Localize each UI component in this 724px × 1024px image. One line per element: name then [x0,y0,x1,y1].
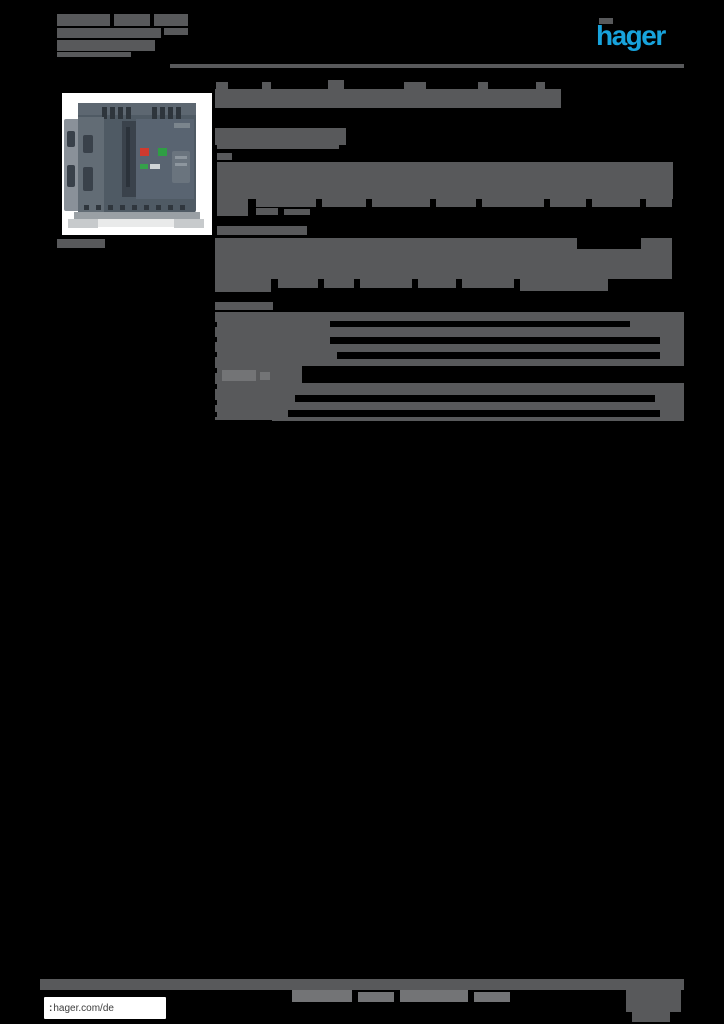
green-indicator [140,164,148,169]
section2-dash-4 [418,279,456,288]
section1-dash-4 [436,199,476,207]
label-column-notch [215,412,217,417]
section1-mini-label [217,153,232,160]
section1-heading-bar [217,142,339,149]
section2-dash-5 [462,279,514,288]
footer-right-block-tail [632,1012,670,1022]
section2-dash-6 [520,279,608,291]
section2-dash-1 [278,279,318,288]
section2-dash-2 [324,279,354,288]
section3-row-gap-4-wide [302,366,684,383]
label-column-notch [215,400,217,405]
hager-logo: hager [596,20,665,51]
section2-body-block [215,249,672,279]
product-image-circuit-breaker [62,93,212,235]
label-column-notch [215,337,217,342]
header-subtitle-line-2 [57,52,131,57]
section1-dash-2 [322,199,366,207]
section2-left-tail [215,279,271,292]
footer-divider-bar [40,979,684,990]
photo-caption-bar [57,239,105,248]
section2-dash-3 [360,279,412,288]
green-on-button [158,148,167,156]
footer-right-block [626,979,681,1012]
footer-text-blob-3 [400,990,468,1002]
header-subtitle-line [57,40,155,51]
section3-row-gap-6 [288,410,660,417]
header-title-line-1c [154,14,188,26]
footer-text-blob-1 [292,990,352,1002]
section3-row-gap-3 [337,352,660,359]
footer-text-blob-4 [474,992,510,1002]
left-face-slot-2 [83,167,93,191]
label-column-notch [215,352,217,357]
device-base-rail [74,212,200,219]
device-left-face [78,117,104,213]
red-off-button [140,148,149,156]
section2-top-strip-right [641,238,672,249]
footer-text-blob-2 [358,992,394,1002]
header-title-line-1a [57,14,110,26]
section3-row-gap-2 [330,337,660,344]
section1-dash-1 [256,199,316,207]
footer-url-box [44,997,166,1019]
device-brand-chip [174,123,190,128]
device-foot-left [68,219,98,228]
side-window-line-2 [175,163,187,166]
section3-label-text-light-2 [260,372,270,380]
section2-heading-bar [217,226,307,235]
bracket-cutout-top [67,131,75,147]
section1-dash-5 [482,199,544,207]
device-side-window [172,151,190,183]
section1-followline-1 [256,208,278,215]
device-foot-right [174,219,204,228]
section3-heading-bar [215,302,273,310]
footer-url: : hager.com/de [44,1003,114,1014]
header-divider-rule [170,64,684,68]
section1-followline-2 [284,209,310,215]
label-column-notch [215,322,217,327]
label-column-notch [215,368,217,373]
section3-row-gap-1 [330,321,630,327]
white-indicator [150,164,160,169]
header-title-line-2 [57,28,161,38]
center-channel-groove [126,127,130,187]
section1-dash-7 [592,199,640,207]
section3-label-column [215,312,272,420]
product-title-bar [215,89,561,108]
section2-top-strip [215,238,577,249]
section1-dash-3 [372,199,430,207]
label-column-notch [215,384,217,389]
left-face-slot-1 [83,135,93,153]
section1-left-tail [217,199,248,216]
section1-dash-6 [550,199,586,207]
bracket-cutout-bottom [67,165,75,187]
side-window-line-1 [175,156,187,159]
section3-row-gap-5 [295,395,655,402]
section1-dash-8 [646,199,672,207]
header-title-line-2b [164,28,188,35]
header-title-line-1b [114,14,150,26]
section1-paragraph-block [217,162,673,199]
section3-label-text-light [222,370,256,381]
device-bolt-row [84,205,185,210]
